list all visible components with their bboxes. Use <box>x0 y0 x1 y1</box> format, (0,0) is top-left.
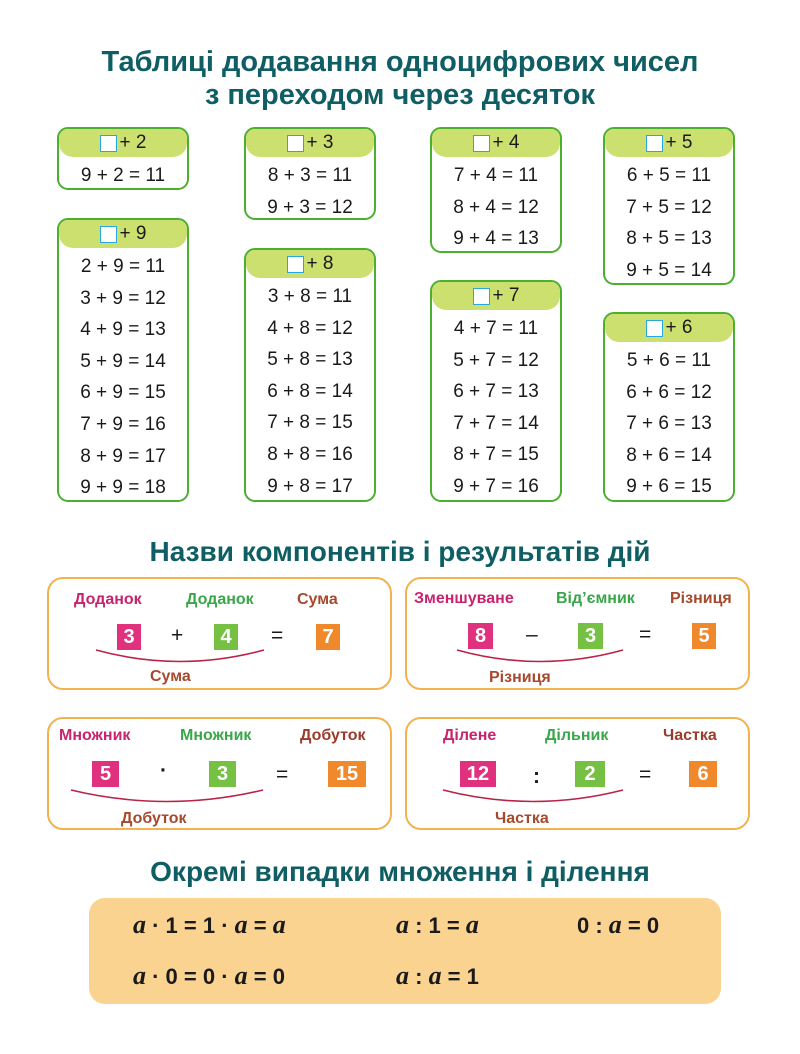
table-header: + 4 <box>432 129 560 157</box>
subtraction-components <box>405 577 750 690</box>
equals-sign: = <box>271 624 284 647</box>
table-plus-4 <box>430 127 562 253</box>
operand-box: 5 <box>92 761 119 787</box>
table-row: 7 + 6 = 13 <box>626 413 712 435</box>
table-row: 6 + 9 = 15 <box>80 382 166 404</box>
table-header: + 6 <box>605 314 733 342</box>
quotient-label: Частка <box>663 727 717 744</box>
formula-multiply-by-zero: a · 0 = 0 · a = 0 <box>133 961 285 990</box>
brace-arc <box>94 647 266 669</box>
table-plus-7 <box>430 280 562 502</box>
table-row: 3 + 8 = 11 <box>267 286 353 307</box>
table-row: 5 + 7 = 12 <box>453 349 539 371</box>
formula-divide-by-self: a : a = 1 <box>396 961 479 990</box>
formula-multiply-by-one: a · 1 = 1 · a = a <box>133 910 286 939</box>
brace-arc <box>69 787 265 809</box>
table-row: 3 + 9 = 12 <box>80 287 166 309</box>
sum-under-label: Сума <box>150 668 191 685</box>
table-row: 9 + 8 = 17 <box>267 475 353 497</box>
table-plus-9 <box>57 218 189 502</box>
table-row: 6 + 6 = 12 <box>626 381 712 403</box>
table-row: 8 + 8 = 16 <box>267 443 353 465</box>
title-line-2: з переходом через десяток <box>204 79 596 111</box>
operator: : <box>533 765 540 788</box>
table-header: + 8 <box>246 250 374 278</box>
difference-under-label: Різниця <box>489 669 551 686</box>
dividend-label: Ділене <box>443 727 497 744</box>
table-header: + 3 <box>246 129 374 157</box>
minuend-label: Зменшуване <box>414 590 514 607</box>
difference-label: Різниця <box>670 590 732 607</box>
table-row: 9 + 5 = 14 <box>626 259 712 281</box>
factor-label: Множник <box>59 727 131 744</box>
multiplication-components <box>47 717 392 830</box>
operand-box: 4 <box>214 624 238 650</box>
blank-square-icon <box>473 135 490 152</box>
table-row: 6 + 5 = 11 <box>626 165 712 186</box>
addend-label: Доданок <box>74 591 142 608</box>
table-row: 8 + 3 = 11 <box>267 165 353 186</box>
special-cases-title: Окремі випадки множення і ділення <box>150 856 650 887</box>
table-plus-8 <box>244 248 376 502</box>
blank-square-icon <box>287 135 304 152</box>
components-title: Назви компонентів і результатів дій <box>149 536 651 567</box>
equals-sign: = <box>639 623 652 646</box>
operator: + <box>171 624 184 647</box>
operand-box: 3 <box>209 761 236 787</box>
subtrahend-label: Від’ємник <box>556 590 635 607</box>
product-label: Добуток <box>300 727 366 744</box>
divisor-label: Дільник <box>545 727 609 744</box>
division-components <box>405 717 750 830</box>
table-row: 7 + 9 = 16 <box>80 413 166 435</box>
table-row: 9 + 3 = 12 <box>267 196 353 218</box>
table-row: 9 + 9 = 18 <box>80 477 166 499</box>
table-row: 2 + 9 = 11 <box>80 256 166 277</box>
table-row: 9 + 7 = 16 <box>453 475 539 497</box>
table-header: + 7 <box>432 282 560 310</box>
addition-tables-title <box>0 46 800 112</box>
table-row: 5 + 6 = 11 <box>626 350 712 371</box>
blank-square-icon <box>473 288 490 305</box>
operand-box: 3 <box>117 624 141 650</box>
table-row: 4 + 8 = 12 <box>267 317 353 339</box>
result-box: 7 <box>316 624 340 650</box>
blank-square-icon <box>100 135 117 152</box>
table-row: 9 + 4 = 13 <box>453 228 539 250</box>
operand-box: 2 <box>575 761 605 787</box>
table-row: 4 + 9 = 13 <box>80 319 166 341</box>
table-row: 9 + 6 = 15 <box>626 476 712 498</box>
table-row: 8 + 4 = 12 <box>453 196 539 218</box>
table-plus-5 <box>603 127 735 285</box>
operand-box: 3 <box>578 623 603 649</box>
addend-label: Доданок <box>186 591 254 608</box>
table-row: 7 + 5 = 12 <box>626 196 712 218</box>
blank-square-icon <box>646 135 663 152</box>
formula-divide-by-one: a : 1 = a <box>396 910 479 939</box>
result-box: 15 <box>328 761 366 787</box>
blank-square-icon <box>100 226 117 243</box>
table-header: + 2 <box>59 129 187 157</box>
table-row: 4 + 7 = 11 <box>453 318 539 339</box>
table-plus-6 <box>603 312 735 502</box>
product-under-label: Добуток <box>121 810 187 827</box>
formula-zero-divided: 0 : a = 0 <box>577 910 660 939</box>
table-row: 8 + 5 = 13 <box>626 228 712 250</box>
sum-label: Сума <box>297 591 338 608</box>
table-row: 8 + 6 = 14 <box>626 444 712 466</box>
table-plus-3 <box>244 127 376 220</box>
brace-arc <box>455 647 625 669</box>
table-row: 7 + 4 = 11 <box>453 165 539 186</box>
quotient-under-label: Частка <box>495 810 549 827</box>
blank-square-icon <box>287 256 304 273</box>
table-row: 8 + 9 = 17 <box>80 445 166 467</box>
blank-square-icon <box>646 320 663 337</box>
factor-label: Множник <box>180 727 252 744</box>
title-line-1: Таблиці додавання одноцифрових чисел <box>101 46 699 78</box>
result-box: 6 <box>689 761 717 787</box>
table-row: 8 + 7 = 15 <box>453 444 539 466</box>
operator: – <box>526 623 538 646</box>
table-plus-2 <box>57 127 189 190</box>
special-cases-panel <box>89 898 721 1004</box>
table-row: 9 + 2 = 11 <box>80 165 166 186</box>
addition-components <box>47 577 392 690</box>
operator: · <box>160 759 167 782</box>
operand-box: 12 <box>460 761 496 787</box>
operand-box: 8 <box>468 623 493 649</box>
equals-sign: = <box>639 763 652 786</box>
table-row: 7 + 8 = 15 <box>267 412 353 434</box>
equals-sign: = <box>276 763 289 786</box>
table-row: 7 + 7 = 14 <box>453 412 539 434</box>
table-row: 6 + 7 = 13 <box>453 381 539 403</box>
table-row: 5 + 9 = 14 <box>80 350 166 372</box>
table-header: + 5 <box>605 129 733 157</box>
brace-arc <box>441 787 625 809</box>
result-box: 5 <box>692 623 716 649</box>
table-row: 5 + 8 = 13 <box>267 349 353 371</box>
table-header: + 9 <box>59 220 187 248</box>
table-row: 6 + 8 = 14 <box>267 380 353 402</box>
